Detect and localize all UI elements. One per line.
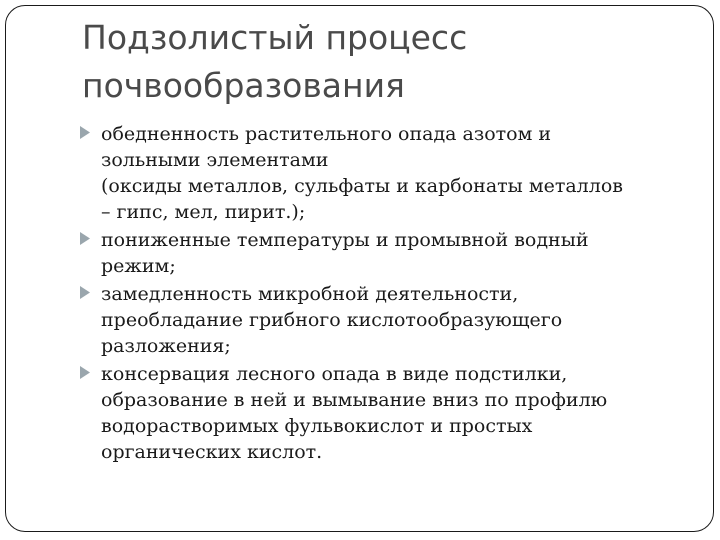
bullet-icon: [80, 232, 90, 245]
bullet-line: – гипс, мел, пирит.);: [101, 201, 306, 223]
bullet-line: преобладание грибного кислотообразующего: [101, 309, 563, 331]
bullet-list: [80, 121, 690, 467]
bullet-icon: [80, 126, 90, 139]
bullet-line: обедненность растительного опада азотом и: [101, 123, 552, 145]
bullet-line: консервация лесного опада в виде подстилки,: [101, 363, 568, 385]
title-line-2: почвообразования: [82, 66, 405, 105]
bullet-item: [80, 281, 690, 359]
bullet-line: разложения;: [101, 335, 231, 357]
bullet-line: зольными элементами: [101, 149, 329, 171]
slide-title: [82, 14, 682, 110]
bullet-line: образование в ней и вымывание вниз по профилю: [101, 389, 608, 411]
bullet-line: (оксиды металлов, сульфаты и карбонаты металлов: [101, 175, 623, 197]
bullet-icon: [80, 286, 90, 299]
bullet-item: [80, 227, 690, 279]
title-line-1: Подзолистый процесс: [82, 18, 468, 57]
bullet-icon: [80, 366, 90, 379]
bullet-line: водорастворимых фульвокислот и простых: [101, 415, 533, 437]
bullet-line: пониженные температуры и промывной водный: [101, 229, 589, 251]
bullet-line: органических кислот.: [101, 441, 323, 463]
bullet-line: режим;: [101, 255, 176, 277]
bullet-item: [80, 121, 690, 225]
bullet-line: замедленность микробной деятельности,: [101, 283, 519, 305]
bullet-item: [80, 361, 690, 465]
